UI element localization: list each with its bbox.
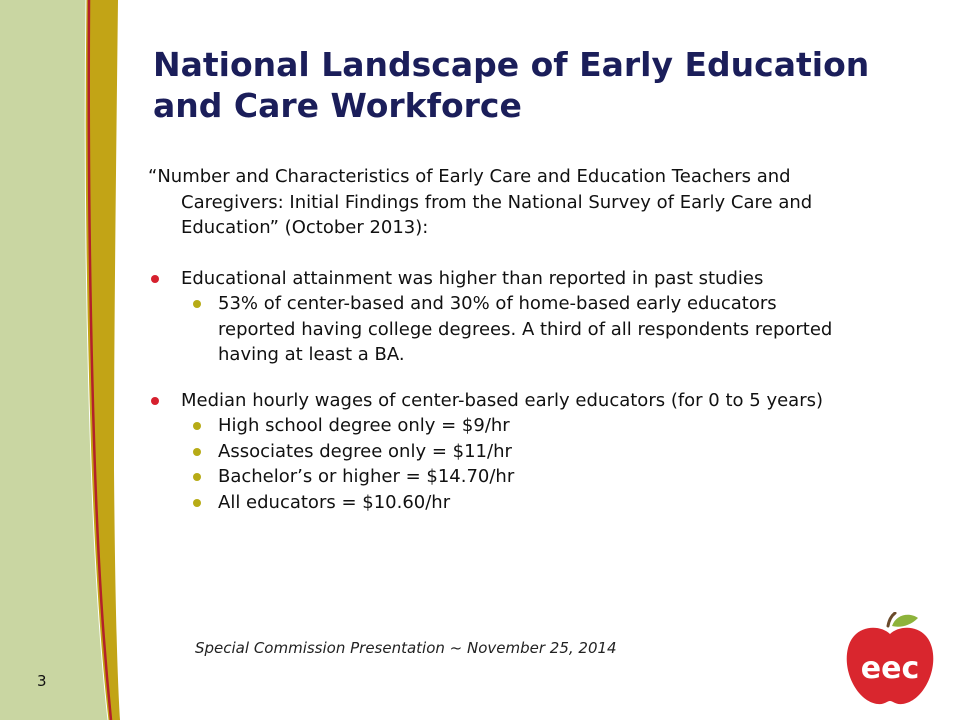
slide-title: National Landscape of Early Education and Care Workforce [153, 45, 870, 125]
logo-text: eec [860, 651, 920, 686]
slide-body [148, 164, 848, 515]
page-number: 3 [37, 672, 47, 690]
sub-bullet-dot-icon [193, 422, 201, 430]
footer-text: Special Commission Presentation ~ November 25, 2014 [195, 639, 617, 657]
sub-bullet-text: High school degree only = $9/hr [218, 415, 510, 436]
sub-bullet-item [148, 291, 848, 368]
sub-bullet-text: Associates degree only = $11/hr [218, 440, 512, 462]
eec-logo [840, 612, 940, 708]
bullet-item [148, 388, 848, 414]
sub-bullet-dot-icon [193, 300, 201, 308]
sub-bullet-dot-icon [193, 448, 201, 456]
bullet-list [148, 388, 848, 516]
bullet-text: Median hourly wages of center-based early educators (for 0 to 5 years) [181, 389, 824, 411]
citation-text: “Number and Characteristics of Early Care and Education Teachers and Caregivers: Initial Findings from the National Survey of Early Care and Education” (October 2013): [148, 166, 813, 238]
sub-bullet-text: 53% of center-based and 30% of home-based early educators reported having college degrees. A third of all respondents reported having at least a BA. [218, 293, 833, 365]
sub-bullet-text: Bachelor’s or higher = $14.70/hr [218, 466, 515, 487]
bullet-item [148, 266, 848, 292]
sub-bullet-item [148, 490, 848, 516]
bullet-text: Educational attainment was higher than reported in past studies [181, 267, 764, 289]
sub-bullet-item [148, 439, 848, 465]
sub-bullet-dot-icon [193, 499, 201, 507]
sub-bullet-item [148, 413, 848, 439]
bullet-dot-icon [151, 397, 159, 405]
bullet-list [148, 266, 848, 368]
bullet-dot-icon [151, 275, 159, 283]
sub-bullet-item [148, 464, 848, 490]
sub-bullet-dot-icon [193, 473, 201, 481]
sub-bullet-text: All educators = $10.60/hr [218, 491, 451, 513]
